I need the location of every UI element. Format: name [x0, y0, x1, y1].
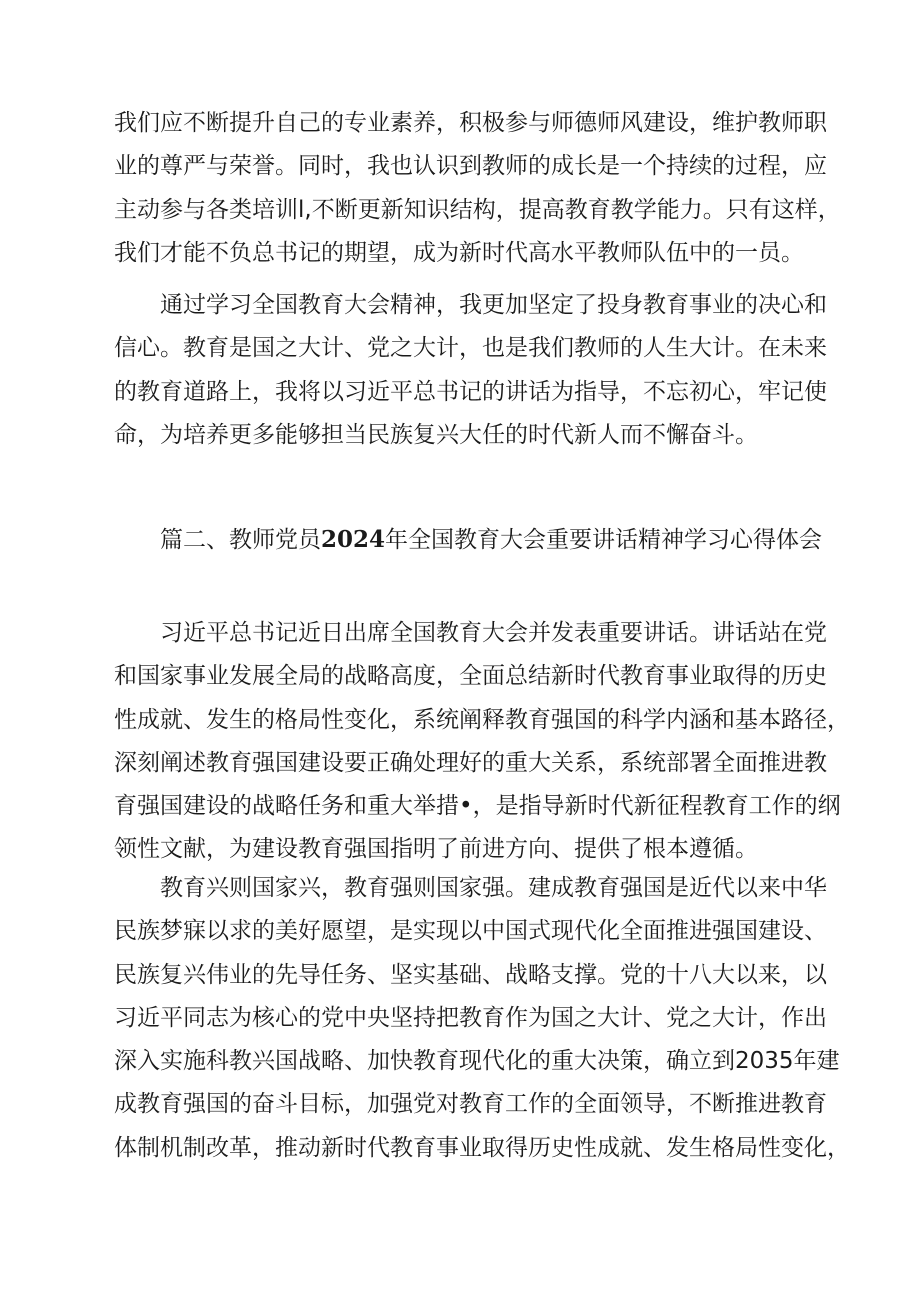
text-line: 民族梦寐以求的美好愿望，是实现以中国式现代化全面推进强国建设、 — [114, 918, 827, 945]
text-line: 我们应不断提升自己的专业素养，积极参与师德师风建设，维护教师职 — [114, 110, 827, 136]
text-line: 育强国建设的战略任务和重大举措•，是指导新时代新征程教育工作的纲 — [114, 793, 841, 820]
heading-year: 2024 — [321, 526, 386, 553]
paragraph-4 — [114, 867, 850, 1170]
text-line: 深入实施科教兴国战略、加快教育现代化的重大决策，确立到2035年建 — [114, 1048, 840, 1075]
heading-suffix: 年全国教育大会重要讲话精神学习心得体会 — [385, 527, 823, 553]
text-line: 命，为培养更多能够担当民族复兴大任的时代新人而不懈奋斗。 — [114, 421, 758, 448]
text-line: 成教育强国的奋斗目标，加强党对教育工作的全面领导，不断推进教育 — [114, 1091, 827, 1118]
text-line: 信心。教育是国之大计、党之大计，也是我们教师的人生大计。在未来 — [114, 335, 827, 362]
text-line: 和国家事业发展全局的战略高度，全面总结新时代教育事业取得的历史 — [114, 663, 827, 690]
text-line: 业的尊严与荣誉。同时，我也认识到教师的成长是一个持续的过程，应 — [114, 153, 827, 180]
text-line: 的教育道路上，我将以习近平总书记的讲话为指导，不忘初心，牢记使 — [114, 378, 827, 405]
text-line: 我们才能不负总书记的期望，成为新时代高水平教师队伍中的一员。 — [114, 239, 804, 266]
text-line: 性成就、发生的格局性变化，系统阐释教育强国的科学内涵和基本路径， — [114, 706, 850, 733]
text-line: 习近平同志为核心的党中央坚持把教育作为国之大计、党之大计，作出 — [114, 1004, 827, 1031]
section-heading — [160, 518, 860, 562]
heading-prefix: 篇二、教师党员 — [160, 527, 321, 553]
text-line: 主动参与各类培训l,不断更新知识结构，提高教育教学能力。只有这样， — [114, 196, 841, 223]
text-line: 通过学习全国教育大会精神，我更加坚定了投身教育事业的决心和 — [160, 292, 827, 318]
text-line: 体制机制改革，推动新时代教育事业取得历史性成就、发生格局性变化， — [114, 1134, 850, 1161]
text-line: 深刻阐述教育强国建设要正确处理好的重大关系，系统部署全面推进教 — [114, 749, 827, 776]
text-line: 习近平总书记近日出席全国教育大会并发表重要讲话。讲话站在党 — [160, 620, 827, 646]
paragraph-2 — [114, 284, 826, 457]
paragraph-3 — [114, 612, 850, 872]
text-line: 教育兴则国家兴，教育强则国家强。建成教育强国是近代以来中华 — [160, 875, 827, 901]
text-line: 领性文献，为建设教育强国指明了前进方向、提供了根本遵循。 — [114, 836, 758, 863]
paragraph-1 — [114, 102, 841, 275]
text-line: 民族复兴伟业的先导任务、坚实基础、战略支撑。党的十八大以来，以 — [114, 961, 827, 988]
